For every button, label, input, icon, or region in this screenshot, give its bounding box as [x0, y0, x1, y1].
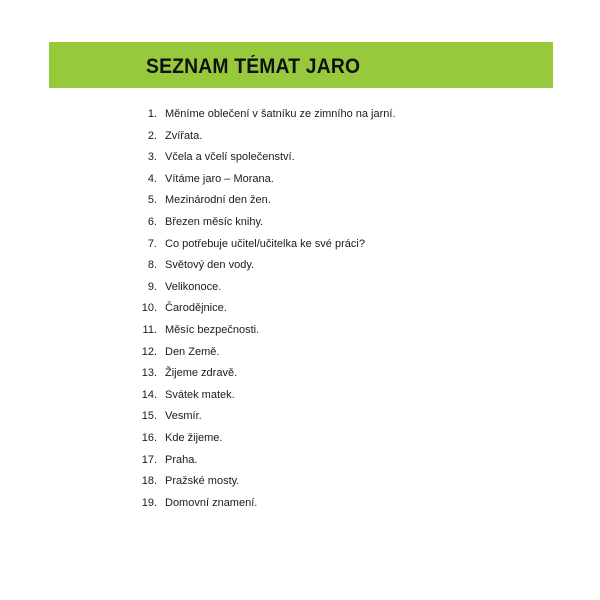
topic-text: Pražské mosty.: [165, 475, 240, 488]
topic-number: 15.: [141, 410, 157, 423]
topic-item: [0, 363, 600, 385]
topic-number: 18.: [141, 475, 157, 488]
topic-text: Měsíc bezpečnosti.: [165, 323, 260, 336]
title-banner: [49, 42, 553, 88]
topic-item: [0, 104, 600, 126]
topic-number: 17.: [141, 453, 157, 466]
topic-number: 4.: [147, 172, 157, 185]
page-title: SEZNAM TÉMAT JARO: [146, 55, 361, 78]
topic-text: Kde žijeme.: [165, 431, 223, 444]
topic-item: [0, 450, 600, 472]
topic-text: Včela a včelí společenství.: [165, 151, 295, 164]
topic-number: 8.: [147, 259, 157, 272]
topic-item: [0, 169, 600, 191]
topic-text: Mezinárodní den žen.: [165, 194, 271, 207]
topic-number: 16.: [141, 431, 157, 444]
topic-number: 7.: [147, 237, 157, 250]
topic-item: [0, 126, 600, 148]
topic-text: Žijeme zdravě.: [165, 367, 238, 380]
topic-text: Březen měsíc knihy.: [165, 215, 264, 228]
topic-text: Praha.: [165, 453, 198, 466]
topic-item: [0, 406, 600, 428]
topic-text: Domovní znamení.: [165, 496, 258, 509]
topic-number: 2.: [147, 129, 157, 142]
topic-item: [0, 342, 600, 364]
topic-text: Světový den vody.: [165, 259, 255, 272]
topic-text: Vesmír.: [165, 410, 202, 423]
topic-number: 14.: [141, 388, 157, 401]
topic-item: [0, 234, 600, 256]
topic-item: [0, 255, 600, 277]
topic-item: [0, 493, 600, 515]
topic-text: Svátek matek.: [165, 388, 235, 401]
topic-item: [0, 471, 600, 493]
topic-text: Co potřebuje učitel/učitelka ke své práci?: [165, 237, 365, 250]
topic-item: [0, 212, 600, 234]
topic-item: [0, 190, 600, 212]
topic-number: 9.: [147, 280, 157, 293]
topic-text: Čarodějnice.: [165, 302, 227, 315]
topic-list: [0, 104, 600, 514]
topic-text: Velikonoce.: [165, 280, 222, 293]
topic-item: [0, 147, 600, 169]
topic-text: Den Země.: [165, 345, 220, 358]
topic-number: 11.: [142, 323, 157, 336]
topic-text: Vítáme jaro – Morana.: [165, 172, 274, 185]
topic-text: Měníme oblečení v šatníku ze zimního na jarní.: [165, 108, 396, 120]
topic-item: [0, 298, 600, 320]
topic-item: [0, 277, 600, 299]
topic-number: 12.: [141, 345, 157, 358]
topic-number: 19.: [141, 496, 157, 509]
topic-item: [0, 320, 600, 342]
topic-number: 10.: [141, 302, 157, 315]
topic-number: 1.: [147, 108, 157, 120]
topic-item: [0, 428, 600, 450]
topic-number: 3.: [147, 151, 157, 164]
topic-number: 5.: [147, 194, 157, 207]
topic-number: 6.: [147, 215, 157, 228]
topic-number: 13.: [141, 367, 157, 380]
topic-item: [0, 385, 600, 407]
topic-text: Zvířata.: [165, 129, 203, 142]
